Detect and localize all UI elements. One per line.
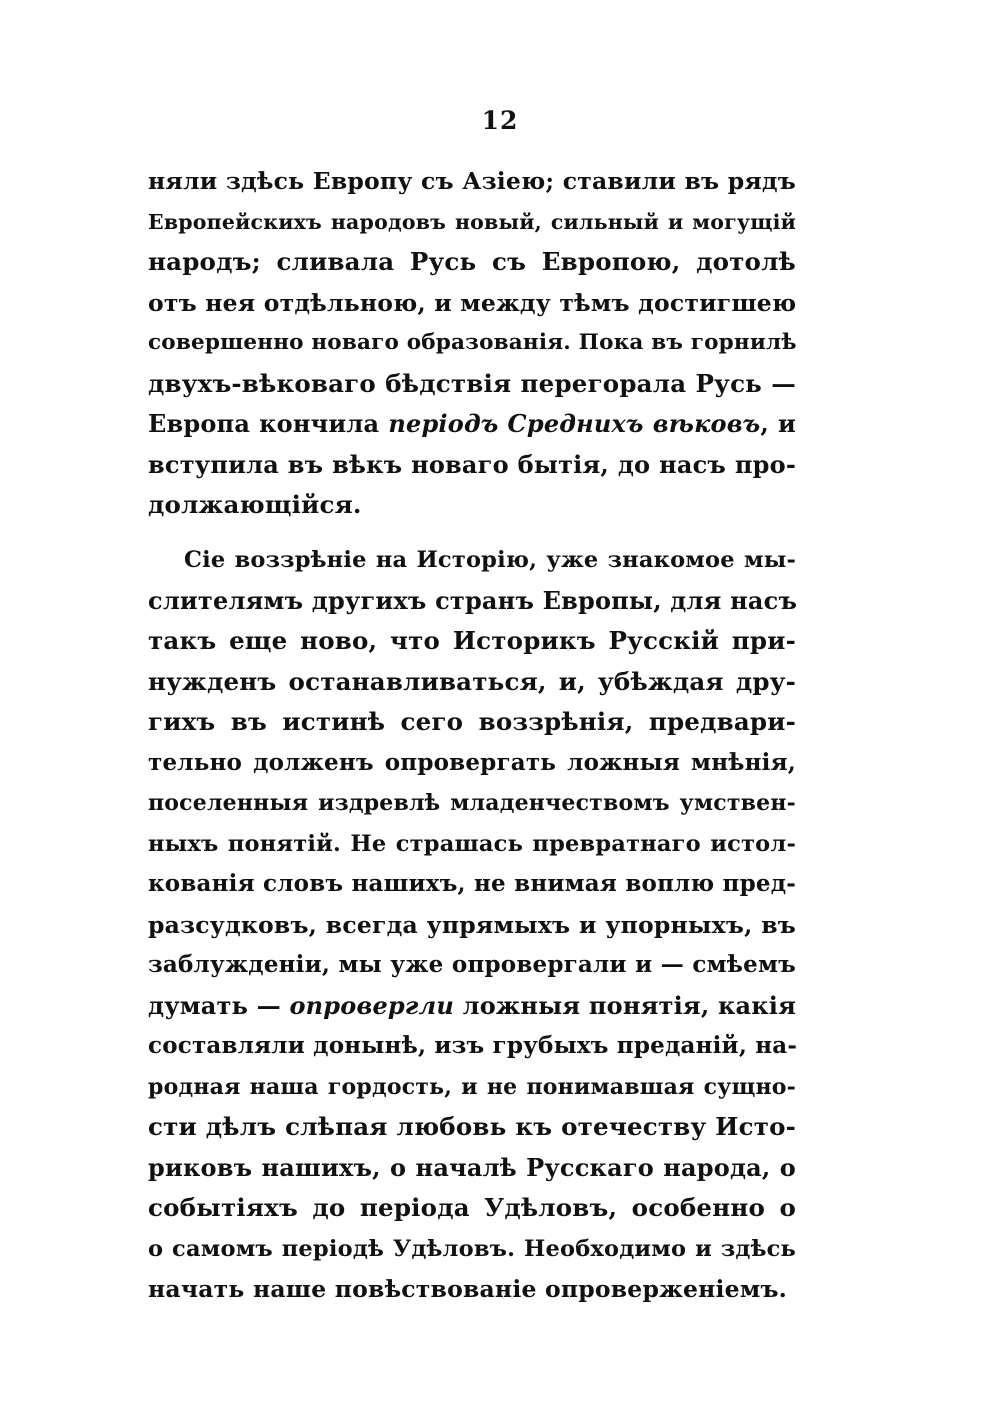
text-line: няли здѣсь Европу съ Азіею; ставили въ рядъ — [148, 167, 796, 195]
italic-phrase: періодъ Среднихъ вѣковъ — [388, 409, 761, 438]
text-line: двухъ-вѣковаго бѣдствія перегорала Русь — — [148, 368, 796, 398]
text-line: разсудковъ, всегда упрямыхъ и упорныхъ, въ — [148, 910, 796, 939]
text-segment: Европа кончила — [148, 409, 389, 438]
text-line: совершенно новаго образованія. Пока въ горнилѣ — [148, 330, 797, 355]
text-segment: , и — [760, 409, 796, 438]
text-line: гихъ въ истинѣ сего воззрѣнія, предвари- — [148, 707, 796, 736]
text-line — [148, 986, 796, 1027]
text-line: составляли донынѣ, изъ грубыхъ преданій, на- — [148, 1032, 798, 1059]
text-line: ныхъ понятій. Не страшась превратнаго истол- — [148, 830, 796, 857]
text-line: слителямъ другихъ странъ Европы, для насъ — [148, 585, 798, 615]
page-number: 12 — [481, 106, 519, 135]
italic-phrase: опровергли — [289, 990, 455, 1020]
text-line: Сіе воззрѣніе на Исторію, уже знакомое мы- — [184, 547, 796, 573]
text-segment: ложныя понятія, какія — [454, 990, 797, 1020]
text-line: отъ нея отдѣльною, и между тѣмъ достигшею — [148, 288, 797, 317]
text-segment: думать — — [148, 990, 290, 1020]
text-line: событіяхъ до періода Удѣловъ, особенно о — [148, 1193, 796, 1222]
text-line: о самомъ періодѣ Удѣловъ. Необходимо и здѣсь — [148, 1235, 796, 1262]
text-line — [148, 404, 796, 445]
text-line: кованія словъ нашихъ, не внимая воплю пред- — [148, 870, 796, 897]
text-line: риковъ нашихъ, о началѣ Русскаго народа, о — [148, 1152, 796, 1182]
text-line: заблужденіи, мы уже опровергали и — смѣемъ — [148, 951, 796, 978]
text-line: вступила въ вѣкъ новаго бытія, до насъ про- — [148, 449, 796, 479]
text-line: тельно долженъ опровергать ложныя мнѣнія, — [148, 748, 796, 776]
paragraph-1 — [148, 161, 796, 526]
paragraph-2 — [148, 540, 796, 1310]
text-line: народъ; сливала Русь съ Европою, дотолѣ — [148, 247, 796, 276]
text-line: родная наша гордость, и не понимавшая сущно- — [148, 1073, 796, 1100]
text-line: должающійся. — [148, 490, 362, 519]
text-line: сти дѣлъ слѣпая любовь къ отечеству Исто- — [148, 1112, 796, 1141]
text-line: такъ еще ново, что Историкъ Русскій при- — [148, 626, 796, 655]
text-line: начать наше повѣствованіе опроверженіемъ. — [148, 1275, 788, 1303]
text-line: Европейскихъ народовъ новый, сильный и могущій — [148, 209, 796, 234]
text-line: нужденъ останавливаться, и, убѣждая дру- — [148, 666, 796, 696]
text-line: поселенныя издревлѣ младенчествомъ умствен- — [148, 790, 796, 816]
